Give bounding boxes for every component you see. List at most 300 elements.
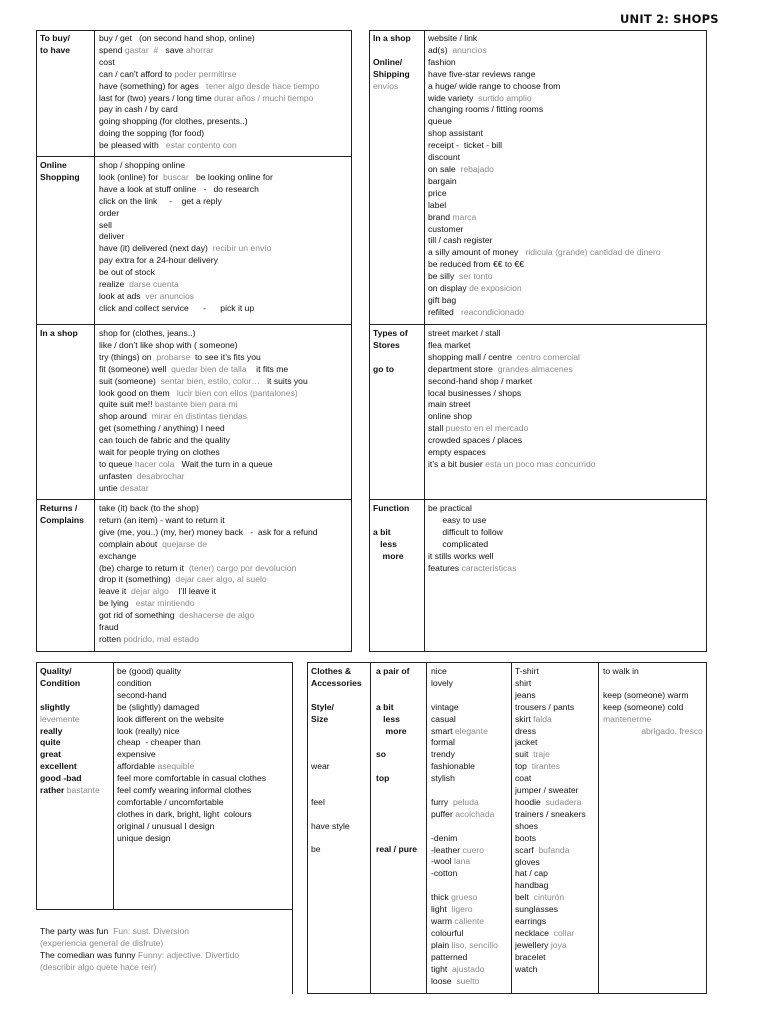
- vocab-line: [431, 892, 498, 904]
- vocab-translation: ridicula (grande) cantidad de dinero: [525, 247, 661, 258]
- vocab-line: [428, 93, 661, 105]
- vocab-term: complain about: [99, 538, 163, 549]
- vocab-line: [428, 307, 661, 319]
- vocab-line: [431, 797, 498, 809]
- vocab-line: [99, 388, 308, 400]
- vocab-line: [311, 797, 362, 809]
- vocab-line: [376, 821, 417, 833]
- vocab-line: [428, 164, 661, 176]
- vocab-term: jeans: [515, 689, 536, 700]
- label-text: a bit: [373, 526, 391, 537]
- clothes-col-divider: [426, 662, 427, 994]
- vocab-term: more: [376, 725, 407, 736]
- vocab-line: [99, 376, 308, 388]
- vocab-translation: collar: [553, 927, 575, 938]
- vocab-line: [99, 291, 273, 303]
- vocab-line: [431, 845, 498, 857]
- vocab-line: [117, 702, 266, 714]
- vocab-term: doing the sopping (for food): [99, 128, 205, 139]
- vocab-line: [117, 678, 266, 690]
- vocab-term: a bit: [376, 701, 394, 712]
- vocab-term: fashionable: [431, 761, 475, 772]
- clothes-col-modifiers: [376, 666, 417, 856]
- vocab-translation: probarse: [156, 351, 191, 362]
- vocab-line: [603, 726, 703, 738]
- vocab-term: empty espaces: [428, 447, 486, 458]
- vocab-term: unique design: [117, 832, 171, 843]
- vocab-line: [117, 749, 266, 761]
- vocab-term: fraud: [99, 622, 119, 633]
- vocab-line: [99, 196, 273, 208]
- vocab-term: online shop: [428, 411, 472, 422]
- vocab-term: take (it) back (to the shop): [99, 503, 199, 513]
- unit-title: UNIT 2: SHOPS: [620, 12, 719, 26]
- vocab-line: [376, 785, 417, 797]
- vocab-term: label: [428, 199, 447, 210]
- vocab-line: [603, 690, 703, 702]
- vocab-term: Accessories: [311, 677, 362, 688]
- vocab-line: [428, 411, 596, 423]
- vocab-term: be practical: [428, 503, 472, 513]
- vocab-line: [515, 940, 586, 952]
- vocab-line: [376, 844, 417, 856]
- label-text: less: [373, 538, 397, 549]
- vocab-term: ad(s): [428, 44, 453, 55]
- label-line: [40, 678, 100, 690]
- vocab-line: [431, 821, 498, 833]
- vocab-term: stylish: [431, 773, 455, 784]
- vocab-term: jumper / sweater: [515, 785, 579, 796]
- vocab-term: buy / get (on second hand shop, online): [99, 33, 255, 43]
- vocab-term: website / link: [428, 33, 478, 43]
- left-table-divider: [94, 30, 95, 652]
- vocab-term: be (slightly) damaged: [117, 701, 200, 712]
- vocab-line: [99, 459, 308, 471]
- label-line: [40, 690, 100, 702]
- vocab-term: thick: [431, 892, 452, 903]
- vocab-term: affordable: [117, 761, 158, 772]
- vocab-line: [99, 399, 308, 411]
- vocab-translation: grueso: [451, 892, 478, 903]
- vocab-term: wear: [311, 761, 330, 772]
- vocab-line: [428, 33, 661, 45]
- vocab-translation: sudadera: [545, 796, 582, 807]
- vocab-translation: liso, sencillo: [451, 939, 498, 950]
- label-line: [373, 503, 409, 515]
- vocab-line: [515, 821, 586, 833]
- vocab-line: [515, 857, 586, 869]
- vocab-term: smart: [431, 725, 455, 736]
- vocab-line: [515, 714, 586, 726]
- vocab-term: have (it) delivered (next day): [99, 243, 213, 254]
- vocab-line: [431, 666, 498, 678]
- vocab-term: a huge/ wide range to choose from: [428, 80, 561, 91]
- vocab-line: [431, 976, 498, 988]
- label-line: [373, 352, 408, 364]
- vocab-translation: caliente: [454, 915, 485, 926]
- vocab-term: fashion: [428, 56, 456, 67]
- vocab-line: [376, 761, 417, 773]
- vocab-term: coat: [515, 773, 532, 784]
- vocab-line: [428, 69, 661, 81]
- vocab-line: [431, 714, 498, 726]
- vocab-line: [311, 785, 362, 797]
- vocab-line: [428, 188, 661, 200]
- vocab-line: [99, 303, 273, 315]
- vocab-translation: traje: [533, 749, 550, 760]
- vocab-line: [376, 702, 417, 714]
- vocab-line: [99, 104, 319, 116]
- label-line: [373, 328, 408, 340]
- section-label-types-of-stores: [373, 328, 408, 376]
- vocab-line: [99, 33, 319, 45]
- vocab-line: [99, 483, 308, 495]
- vocab-line: [99, 140, 319, 152]
- vocab-line: [515, 964, 586, 976]
- vocab-translation: mantenerme: [603, 713, 652, 724]
- vocab-translation: poder permitirse: [174, 68, 237, 79]
- vocab-line: [40, 926, 239, 938]
- vocab-line: [99, 563, 318, 575]
- clothes-col-divider: [370, 662, 371, 994]
- right-table-divider: [424, 30, 425, 652]
- vocab-term: sell: [99, 219, 112, 230]
- vocab-term: be: [311, 844, 321, 855]
- vocab-line: [431, 952, 498, 964]
- vocab-line: [99, 423, 308, 435]
- vocab-translation: ajustado: [452, 963, 485, 974]
- vocab-line: [376, 737, 417, 749]
- vocab-translation: buscar: [163, 171, 189, 182]
- label-text: rather: [40, 785, 67, 796]
- clothes-col-adjectives: [431, 666, 498, 987]
- section-types-of-stores-entries: [428, 328, 596, 471]
- vocab-line: [376, 809, 417, 821]
- vocab-line: [99, 255, 273, 267]
- vocab-line: [515, 761, 586, 773]
- vocab-line: [428, 81, 661, 93]
- vocab-term: expensive: [117, 749, 156, 760]
- vocab-term: look different on the website: [117, 713, 224, 724]
- vocab-term: leave it: [99, 586, 132, 597]
- row-divider: [36, 499, 352, 500]
- vocab-translation: estar mintiendo: [135, 598, 195, 609]
- vocab-term: top: [515, 761, 532, 772]
- vocab-term: wide variety: [428, 92, 479, 103]
- vocab-term: cheap - cheaper than: [117, 737, 201, 748]
- vocab-line: [99, 634, 318, 646]
- vocab-term: order: [99, 207, 120, 218]
- vocab-translation: grandes almacenes: [497, 363, 573, 374]
- vocab-line: [515, 678, 586, 690]
- vocab-line: [99, 93, 319, 105]
- label-line: to have: [40, 44, 71, 55]
- vocab-translation: lucir bien con ellos (pantalones): [176, 387, 298, 398]
- vocab-line: [431, 964, 498, 976]
- vocab-line: [428, 235, 661, 247]
- clothes-col-phrases: [603, 666, 703, 737]
- vocab-term: price: [428, 187, 447, 198]
- vocab-term: trousers / pants: [515, 701, 575, 712]
- note-side-line: [292, 910, 293, 994]
- label-line: [40, 737, 100, 749]
- vocab-term: save: [158, 44, 186, 55]
- label-line: [373, 69, 411, 81]
- vocab-line: [428, 340, 596, 352]
- vocab-term: exchange: [99, 550, 137, 561]
- section-label-shop-online: [373, 33, 411, 93]
- vocab-line: [117, 821, 266, 833]
- vocab-term: original / unusual I design: [117, 820, 215, 831]
- vocab-line: [99, 515, 318, 527]
- section-label-online-shopping: [40, 160, 80, 184]
- vocab-line: [428, 152, 661, 164]
- vocab-line: [515, 666, 586, 678]
- vocab-line: [117, 690, 266, 702]
- vocab-line: [428, 224, 661, 236]
- vocab-term: customer: [428, 223, 464, 234]
- vocab-term: top: [376, 773, 390, 784]
- label-line: [40, 702, 100, 714]
- vocab-line: [99, 539, 318, 551]
- vocab-translation: (describir algo quete hace reir): [40, 961, 157, 972]
- vocab-term: try (things) on: [99, 351, 157, 362]
- vocab-term: feel more comfortable in casual clothes: [117, 773, 267, 784]
- vocab-line: [99, 116, 319, 128]
- vocab-line: [99, 574, 318, 586]
- vocab-term: shop around: [99, 411, 152, 422]
- vocab-term: look at ads: [99, 290, 146, 301]
- vocab-line: [515, 797, 586, 809]
- vocab-term: look (really) nice: [117, 725, 180, 736]
- section-label-returns: [40, 503, 84, 527]
- vocab-term: queue: [428, 116, 452, 127]
- vocab-term: second-hand shop / market: [428, 375, 533, 386]
- vocab-term: be pleased with: [99, 140, 166, 151]
- vocab-term: clothes in dark, bright, light colours: [117, 808, 252, 819]
- vocab-line: [40, 962, 239, 974]
- vocab-line: [376, 833, 417, 845]
- vocab-line: [99, 128, 319, 140]
- label-line: [373, 551, 409, 563]
- vocab-term: hat / cap: [515, 868, 548, 879]
- vocab-term: loose: [431, 975, 457, 986]
- vocab-line: [99, 527, 318, 539]
- vocab-term: -leather: [431, 844, 463, 855]
- vocab-term: have style: [311, 820, 350, 831]
- vocab-line: [515, 809, 586, 821]
- vocab-term: hoodie: [515, 796, 546, 807]
- vocab-translation: abrigado, fresco: [603, 725, 703, 736]
- vocab-line: [515, 749, 586, 761]
- vocab-term: gloves: [515, 856, 540, 867]
- label-line: Complains: [40, 514, 84, 525]
- label-text: Function: [373, 503, 410, 513]
- vocab-term: -denim: [431, 832, 458, 843]
- vocab-term: like / don’t like shop with ( someone): [99, 339, 238, 350]
- vocab-translation: ligero: [451, 904, 473, 915]
- vocab-term: keep (someone) cold: [603, 701, 684, 712]
- vocab-line: [311, 690, 362, 702]
- vocab-line: [376, 726, 417, 738]
- vocab-term: shopping mall / centre: [428, 351, 517, 362]
- label-line: [40, 726, 100, 738]
- row-divider: [36, 324, 352, 325]
- vocab-line: [311, 773, 362, 785]
- section-shop-online-entries: [428, 33, 661, 319]
- vocab-translation: deshacerse de algo: [179, 610, 255, 621]
- vocab-line: [515, 880, 586, 892]
- label-text: levemente: [40, 713, 80, 724]
- vocab-line: [515, 904, 586, 916]
- label-line: [373, 539, 409, 551]
- vocab-line: [603, 702, 703, 714]
- vocab-translation: mirar en distintas tiendas: [151, 411, 248, 422]
- vocab-line: [376, 678, 417, 690]
- section-function-entries: [428, 503, 516, 574]
- vocab-term: bargain: [428, 175, 457, 186]
- label-text: Types of: [373, 328, 408, 338]
- vocab-line: [117, 737, 266, 749]
- vocab-line: [515, 833, 586, 845]
- vocab-translation: puesto en el mercado: [445, 423, 529, 434]
- vocab-line: [431, 749, 498, 761]
- vocab-term: receipt - ticket - bill: [428, 140, 503, 151]
- vocab-term: belt: [515, 892, 534, 903]
- vocab-translation: rebajado: [460, 163, 494, 174]
- label-translation: bastante: [66, 785, 100, 796]
- section-label-quality: [40, 666, 100, 797]
- vocab-term: shop assistant: [428, 128, 483, 139]
- vocab-translation: desatar: [120, 482, 149, 493]
- vocab-term: bracelet: [515, 951, 546, 962]
- vocab-line: [117, 809, 266, 821]
- vocab-line: [99, 586, 318, 598]
- vocab-translation: cuero: [462, 844, 485, 855]
- vocab-term: jacket: [515, 737, 538, 748]
- vocab-line: [99, 172, 273, 184]
- label-text: really: [40, 725, 63, 736]
- vocab-line: [515, 785, 586, 797]
- row-divider: [369, 324, 707, 325]
- vocab-term: feel comfy wearing informal clothes: [117, 785, 252, 796]
- vocab-term: necklace: [515, 927, 554, 938]
- vocab-translation: bufanda: [538, 844, 570, 855]
- vocab-line: [99, 503, 318, 515]
- vocab-term: realize: [99, 279, 130, 290]
- label-line: [373, 340, 408, 352]
- vocab-term: warm: [431, 915, 455, 926]
- row-divider: [36, 156, 352, 157]
- vocab-translation: anuncios: [452, 44, 487, 55]
- vocab-line: [311, 678, 362, 690]
- vocab-term: watch: [515, 963, 538, 974]
- vocab-translation: ver anuncios: [145, 290, 195, 301]
- vocab-line: [428, 527, 516, 539]
- vocab-line: [311, 821, 362, 833]
- vocab-term: a silly amount of money: [428, 247, 526, 258]
- vocab-term: sunglasses: [515, 904, 558, 915]
- vocab-translation: ser tonto: [459, 271, 493, 282]
- vocab-term: wait for people trying on clothes: [99, 447, 220, 458]
- vocab-term: be lying: [99, 598, 136, 609]
- vocab-line: [431, 833, 498, 845]
- vocab-line: [99, 69, 319, 81]
- vocab-translation: tener algo desde hace tiempo: [206, 80, 320, 91]
- vocab-translation: marca: [452, 211, 477, 222]
- vocab-line: [428, 503, 516, 515]
- vocab-term: so: [376, 749, 387, 760]
- vocab-translation: tirantes: [531, 761, 560, 772]
- vocab-translation: reacondicionado: [460, 306, 525, 317]
- vocab-translation: sentar bien, estilo, color…: [160, 375, 260, 386]
- vocab-line: [99, 610, 318, 622]
- vocab-line: [515, 737, 586, 749]
- vocab-term: to see it’s fits you: [190, 351, 261, 362]
- vocab-line: [428, 295, 661, 307]
- vocab-term: brand: [428, 211, 453, 222]
- vocab-term: feel: [311, 796, 325, 807]
- vocab-term: rotten: [99, 633, 124, 644]
- vocab-line: [428, 551, 516, 563]
- vocab-line: [603, 666, 703, 678]
- vocab-line: [428, 459, 596, 471]
- vocab-term: dress: [515, 725, 537, 736]
- label-text: great: [40, 749, 62, 760]
- vocab-translation: (tener) cargo por devolucion: [188, 562, 297, 573]
- vocab-line: [99, 231, 273, 243]
- vocab-term: to queue: [99, 458, 135, 469]
- vocab-line: [376, 690, 417, 702]
- vocab-translation: quedar bien de talla: [171, 363, 247, 374]
- vocab-line: [431, 904, 498, 916]
- vocab-term: main street: [428, 399, 471, 410]
- vocab-line: [311, 749, 362, 761]
- vocab-term: nice: [431, 666, 447, 676]
- vocab-line: [431, 726, 498, 738]
- label-line: [373, 45, 411, 57]
- vocab-translation: caracteristicas: [461, 562, 517, 573]
- vocab-line: [99, 267, 273, 279]
- vocab-term: refilted: [428, 306, 461, 317]
- vocab-line: [515, 928, 586, 940]
- vocab-translation: durar años / muchi tiempo: [214, 92, 314, 103]
- vocab-line: [99, 352, 308, 364]
- label-line: [373, 515, 409, 527]
- vocab-term: scarf: [515, 844, 539, 855]
- vocab-line: [428, 176, 661, 188]
- vocab-line: [117, 726, 266, 738]
- vocab-term: shirt: [515, 677, 532, 688]
- label-text: excellent: [40, 761, 77, 772]
- vocab-term: look good on them: [99, 387, 177, 398]
- vocab-translation: dejar algo: [131, 586, 169, 597]
- vocab-term: features: [428, 562, 462, 573]
- vocab-term: -cotton: [431, 868, 458, 879]
- vocab-line: [515, 690, 586, 702]
- label-text: envíos: [373, 80, 399, 91]
- vocab-line: [99, 598, 318, 610]
- vocab-term: street market / stall: [428, 328, 501, 338]
- vocab-line: [431, 773, 498, 785]
- vocab-line: [428, 104, 661, 116]
- vocab-line: [428, 247, 661, 259]
- vocab-term: on display: [428, 283, 470, 294]
- vocab-term: puffer: [431, 808, 456, 819]
- vocab-line: [99, 184, 273, 196]
- vocab-line: [99, 45, 319, 57]
- vocab-term: have five-star reviews range: [428, 68, 536, 79]
